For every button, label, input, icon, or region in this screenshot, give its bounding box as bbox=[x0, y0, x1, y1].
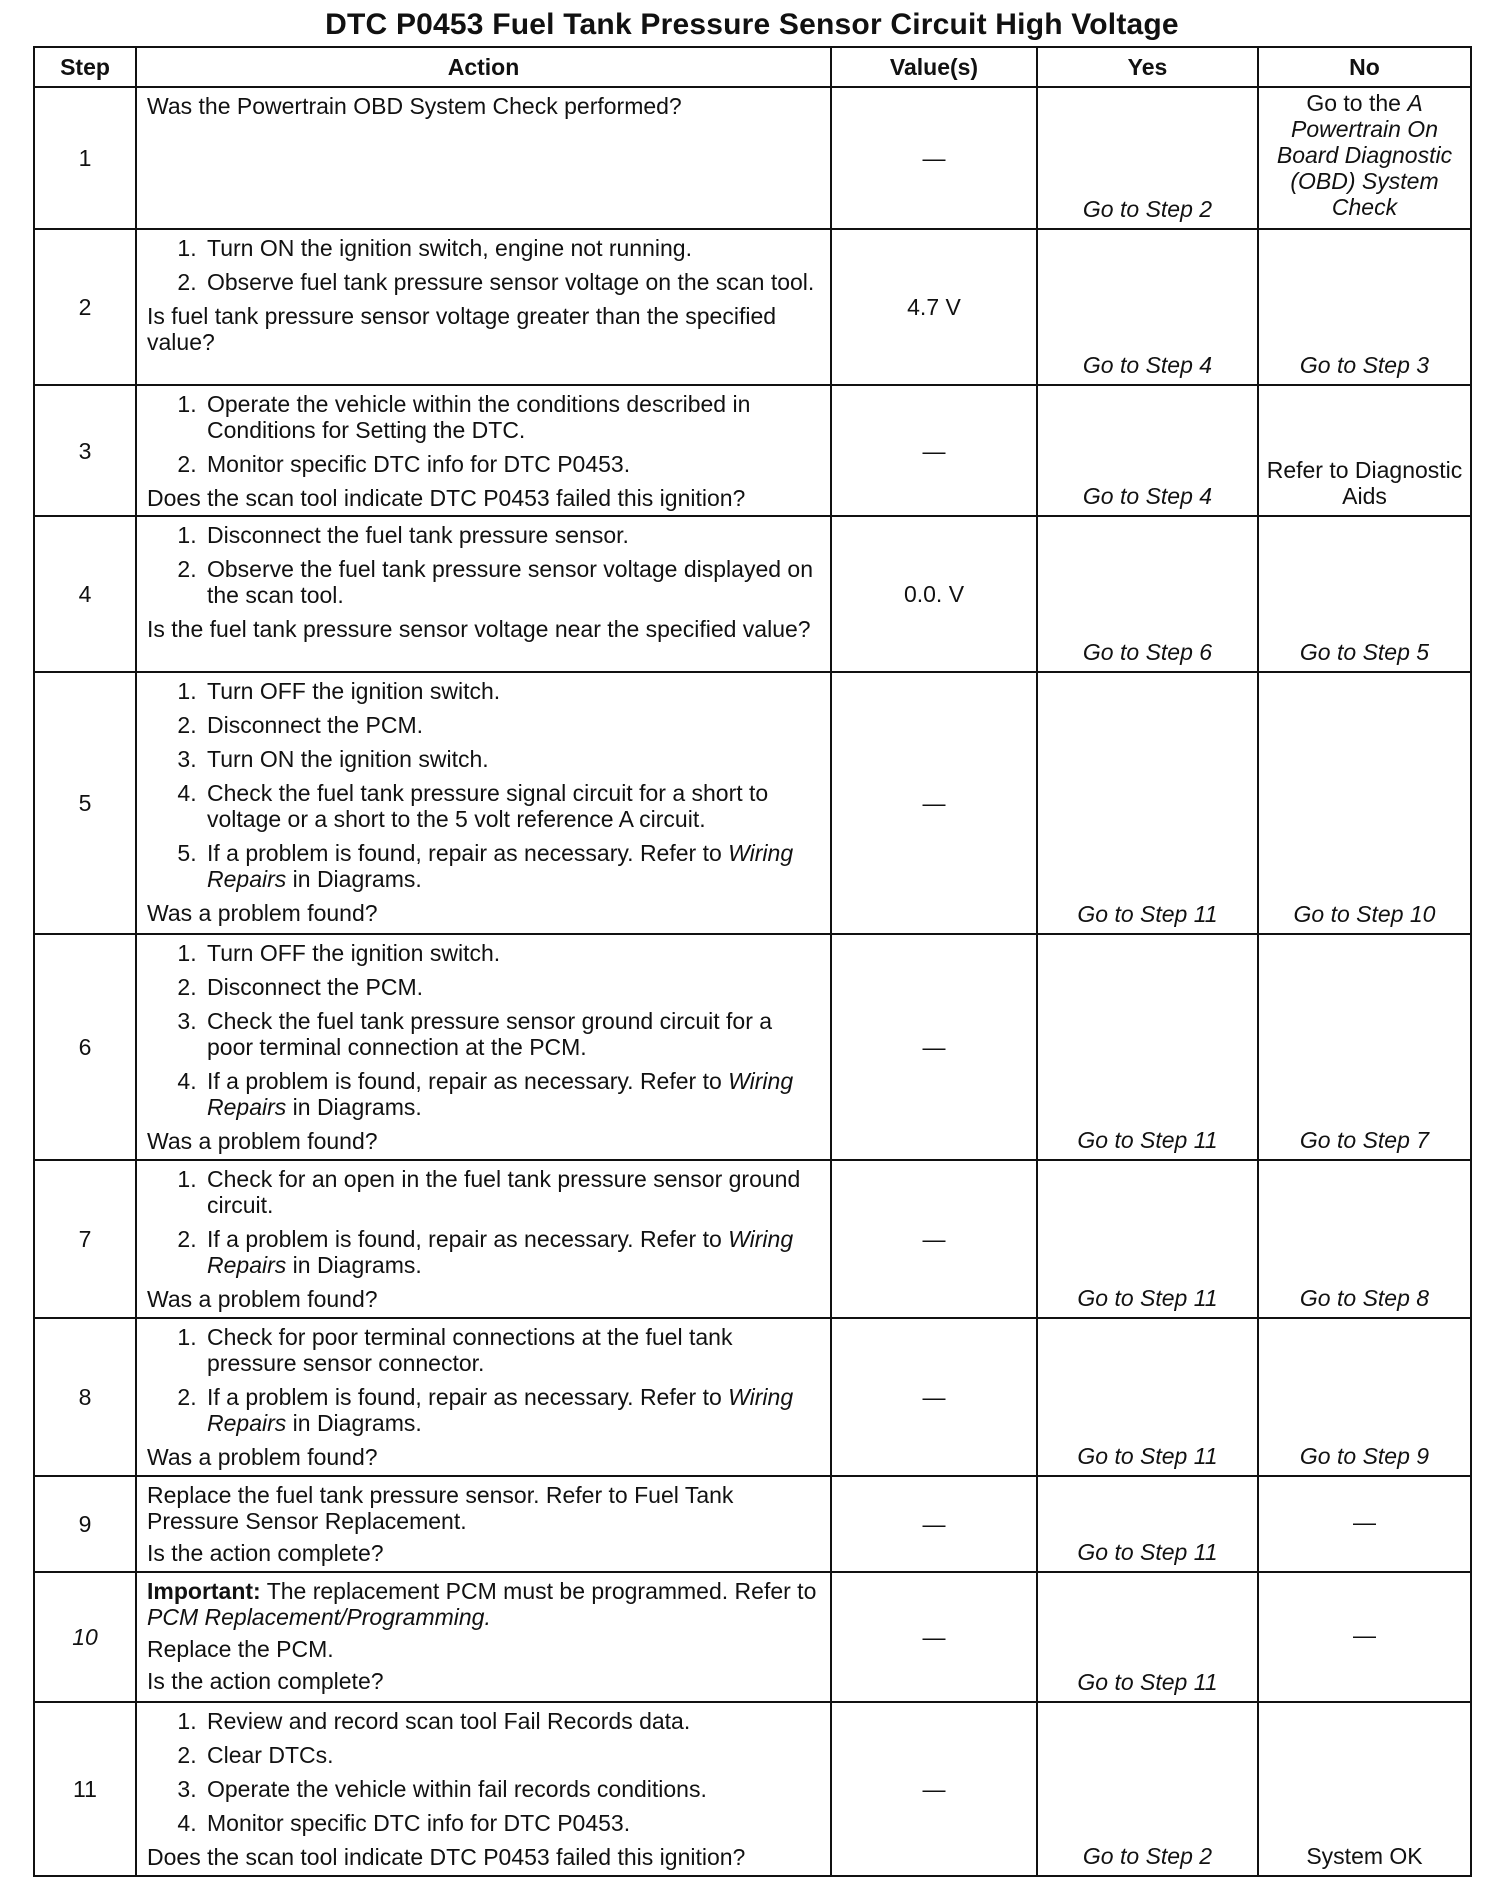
yes-cell: Go to Step 11 bbox=[1037, 1572, 1258, 1702]
step-number: 11 bbox=[34, 1702, 136, 1876]
action-cell bbox=[136, 1318, 831, 1476]
action-item: 4. Monitor specific DTC info for DTC P0453. bbox=[203, 1810, 822, 1836]
action-item bbox=[203, 1068, 822, 1120]
item-italic: Wiring Repairs bbox=[207, 840, 794, 892]
value-cell: — bbox=[831, 87, 1037, 229]
action-item: 1. Operate the vehicle within the conditions described in Conditions for Setting the DTC. bbox=[203, 391, 822, 443]
table-row bbox=[34, 1702, 1471, 1876]
action-item: 3. Check the fuel tank pressure sensor ground circuit for a poor terminal connection at the PCM. bbox=[203, 1008, 822, 1060]
action-item bbox=[203, 840, 822, 892]
item-text: If a problem is found, repair as necessary. Refer to bbox=[207, 840, 729, 866]
header-yes: Yes bbox=[1037, 47, 1258, 87]
step-number: 4 bbox=[34, 516, 136, 672]
action-question: Was a problem found? bbox=[147, 900, 378, 926]
action-cell bbox=[136, 87, 831, 229]
action-cell bbox=[136, 1702, 831, 1876]
value-cell: — bbox=[831, 1318, 1037, 1476]
no-cell bbox=[1258, 87, 1471, 229]
action-item: 2. Monitor specific DTC info for DTC P0453. bbox=[203, 451, 822, 477]
header-values: Value(s) bbox=[831, 47, 1037, 87]
step-number: 2 bbox=[34, 229, 136, 385]
action-item: 2. Clear DTCs. bbox=[203, 1742, 822, 1768]
page-title: DTC P0453 Fuel Tank Pressure Sensor Circuit High Voltage bbox=[325, 8, 1179, 41]
yes-cell: Go to Step 6 bbox=[1037, 516, 1258, 672]
action-item: 1. Check for poor terminal connections at the fuel tank pressure sensor connector. bbox=[203, 1324, 822, 1376]
step-number: 5 bbox=[34, 672, 136, 934]
value-cell: 4.7 V bbox=[831, 229, 1037, 385]
table-row bbox=[34, 385, 1471, 516]
table-row bbox=[34, 1318, 1471, 1476]
action-item: 1. Turn OFF the ignition switch. bbox=[203, 940, 822, 966]
important-text: The replacement PCM must be programmed. Refer to bbox=[260, 1578, 817, 1604]
action-cell bbox=[136, 1476, 831, 1572]
action-item: 2. Observe the fuel tank pressure sensor voltage displayed on the scan tool. bbox=[203, 556, 822, 608]
no-prefix: Go to the bbox=[1306, 90, 1408, 116]
action-question: Does the scan tool indicate DTC P0453 failed this ignition? bbox=[147, 485, 746, 511]
item-italic: Wiring Repairs bbox=[207, 1384, 794, 1436]
value-cell: 0.0. V bbox=[831, 516, 1037, 672]
yes-cell: Go to Step 4 bbox=[1037, 385, 1258, 516]
action-question: Is the action complete? bbox=[147, 1668, 384, 1694]
action-paragraph: Replace the PCM. bbox=[147, 1636, 334, 1662]
value-cell: — bbox=[831, 1572, 1037, 1702]
action-question: Was a problem found? bbox=[147, 1444, 378, 1470]
action-item: 1. Turn OFF the ignition switch. bbox=[203, 678, 822, 704]
action-paragraph: Replace the fuel tank pressure sensor. Refer to Fuel Tank Pressure Sensor Replacement. bbox=[147, 1482, 734, 1534]
yes-cell: Go to Step 11 bbox=[1037, 1318, 1258, 1476]
action-cell bbox=[136, 1572, 831, 1702]
action-question: Was a problem found? bbox=[147, 1128, 378, 1154]
table-row bbox=[34, 1476, 1471, 1572]
value-cell: — bbox=[831, 1160, 1037, 1318]
action-item: 3. Turn ON the ignition switch. bbox=[203, 746, 822, 772]
action-question: Is fuel tank pressure sensor voltage greater than the specified value? bbox=[147, 303, 777, 355]
step-number: 7 bbox=[34, 1160, 136, 1318]
header-row bbox=[34, 47, 1471, 87]
yes-cell: Go to Step 4 bbox=[1037, 229, 1258, 385]
action-item: 2. Disconnect the PCM. bbox=[203, 712, 822, 738]
table-row bbox=[34, 516, 1471, 672]
step-number: 1 bbox=[34, 87, 136, 229]
no-cell: Go to Step 9 bbox=[1258, 1318, 1471, 1476]
no-cell: Go to Step 8 bbox=[1258, 1160, 1471, 1318]
action-item: 2. Disconnect the PCM. bbox=[203, 974, 822, 1000]
action-item: 2. Observe fuel tank pressure sensor voltage on the scan tool. bbox=[203, 269, 822, 295]
action-question: Is the action complete? bbox=[147, 1540, 384, 1566]
yes-cell: Go to Step 11 bbox=[1037, 1476, 1258, 1572]
yes-cell: Go to Step 11 bbox=[1037, 1160, 1258, 1318]
item-after: in Diagrams. bbox=[286, 1410, 422, 1436]
value-cell: — bbox=[831, 934, 1037, 1160]
action-item: 4. Check the fuel tank pressure signal circuit for a short to voltage or a short to the 5 volt reference A circuit. bbox=[203, 780, 822, 832]
action-item bbox=[203, 1384, 822, 1436]
no-cell: Go to Step 3 bbox=[1258, 229, 1471, 385]
action-item: 1. Check for an open in the fuel tank pressure sensor ground circuit. bbox=[203, 1166, 822, 1218]
step-number: 9 bbox=[34, 1476, 136, 1572]
step-number: 3 bbox=[34, 385, 136, 516]
no-cell: — bbox=[1258, 1476, 1471, 1572]
value-cell: — bbox=[831, 672, 1037, 934]
action-item: 1. Review and record scan tool Fail Records data. bbox=[203, 1708, 822, 1734]
item-after: in Diagrams. bbox=[286, 1252, 422, 1278]
no-cell: — bbox=[1258, 1572, 1471, 1702]
action-item: 3. Operate the vehicle within fail records conditions. bbox=[203, 1776, 822, 1802]
table-row bbox=[34, 1572, 1471, 1702]
step-number: 6 bbox=[34, 934, 136, 1160]
action-cell bbox=[136, 229, 831, 385]
header-action: Action bbox=[136, 47, 831, 87]
important-label: Important: bbox=[147, 1578, 261, 1604]
action-cell bbox=[136, 516, 831, 672]
no-cell: System OK bbox=[1258, 1702, 1471, 1876]
header-no: No bbox=[1258, 47, 1471, 87]
no-cell: Go to Step 5 bbox=[1258, 516, 1471, 672]
action-cell bbox=[136, 385, 831, 516]
no-italic-link: A Powertrain On Board Diagnostic (OBD) System Check bbox=[1276, 90, 1453, 220]
action-cell bbox=[136, 1160, 831, 1318]
step-number: 8 bbox=[34, 1318, 136, 1476]
item-text: If a problem is found, repair as necessary. Refer to bbox=[207, 1226, 729, 1252]
table-row bbox=[34, 934, 1471, 1160]
important-note bbox=[147, 1578, 822, 1630]
action-cell bbox=[136, 672, 831, 934]
value-cell: — bbox=[831, 1702, 1037, 1876]
item-text: If a problem is found, repair as necessary. Refer to bbox=[207, 1068, 729, 1094]
table-row bbox=[34, 229, 1471, 385]
step-number: 10 bbox=[34, 1572, 136, 1702]
value-cell: — bbox=[831, 1476, 1037, 1572]
item-italic: Wiring Repairs bbox=[207, 1226, 794, 1278]
action-question: Was the Powertrain OBD System Check performed? bbox=[147, 93, 682, 119]
no-cell: Refer to Diagnostic Aids bbox=[1258, 385, 1471, 516]
table-row bbox=[34, 87, 1471, 229]
no-cell: Go to Step 10 bbox=[1258, 672, 1471, 934]
yes-cell: Go to Step 11 bbox=[1037, 672, 1258, 934]
value-cell: — bbox=[831, 385, 1037, 516]
diagnostic-table bbox=[33, 46, 1472, 1877]
header-step: Step bbox=[34, 47, 136, 87]
action-question: Is the fuel tank pressure sensor voltage near the specified value? bbox=[147, 616, 811, 642]
yes-cell: Go to Step 11 bbox=[1037, 934, 1258, 1160]
item-text: If a problem is found, repair as necessary. Refer to bbox=[207, 1384, 729, 1410]
no-cell: Go to Step 7 bbox=[1258, 934, 1471, 1160]
item-italic: Wiring Repairs bbox=[207, 1068, 794, 1120]
table-row bbox=[34, 1160, 1471, 1318]
yes-cell: Go to Step 2 bbox=[1037, 87, 1258, 229]
yes-cell: Go to Step 2 bbox=[1037, 1702, 1258, 1876]
table-row bbox=[34, 672, 1471, 934]
important-italic: PCM Replacement/Programming. bbox=[147, 1604, 491, 1630]
action-cell bbox=[136, 934, 831, 1160]
action-item bbox=[203, 1226, 822, 1278]
item-after: in Diagrams. bbox=[286, 866, 422, 892]
action-item: 1. Turn ON the ignition switch, engine not running. bbox=[203, 235, 822, 261]
action-question: Does the scan tool indicate DTC P0453 failed this ignition? bbox=[147, 1844, 746, 1870]
action-item: 1. Disconnect the fuel tank pressure sensor. bbox=[203, 522, 822, 548]
action-question: Was a problem found? bbox=[147, 1286, 378, 1312]
item-after: in Diagrams. bbox=[286, 1094, 422, 1120]
